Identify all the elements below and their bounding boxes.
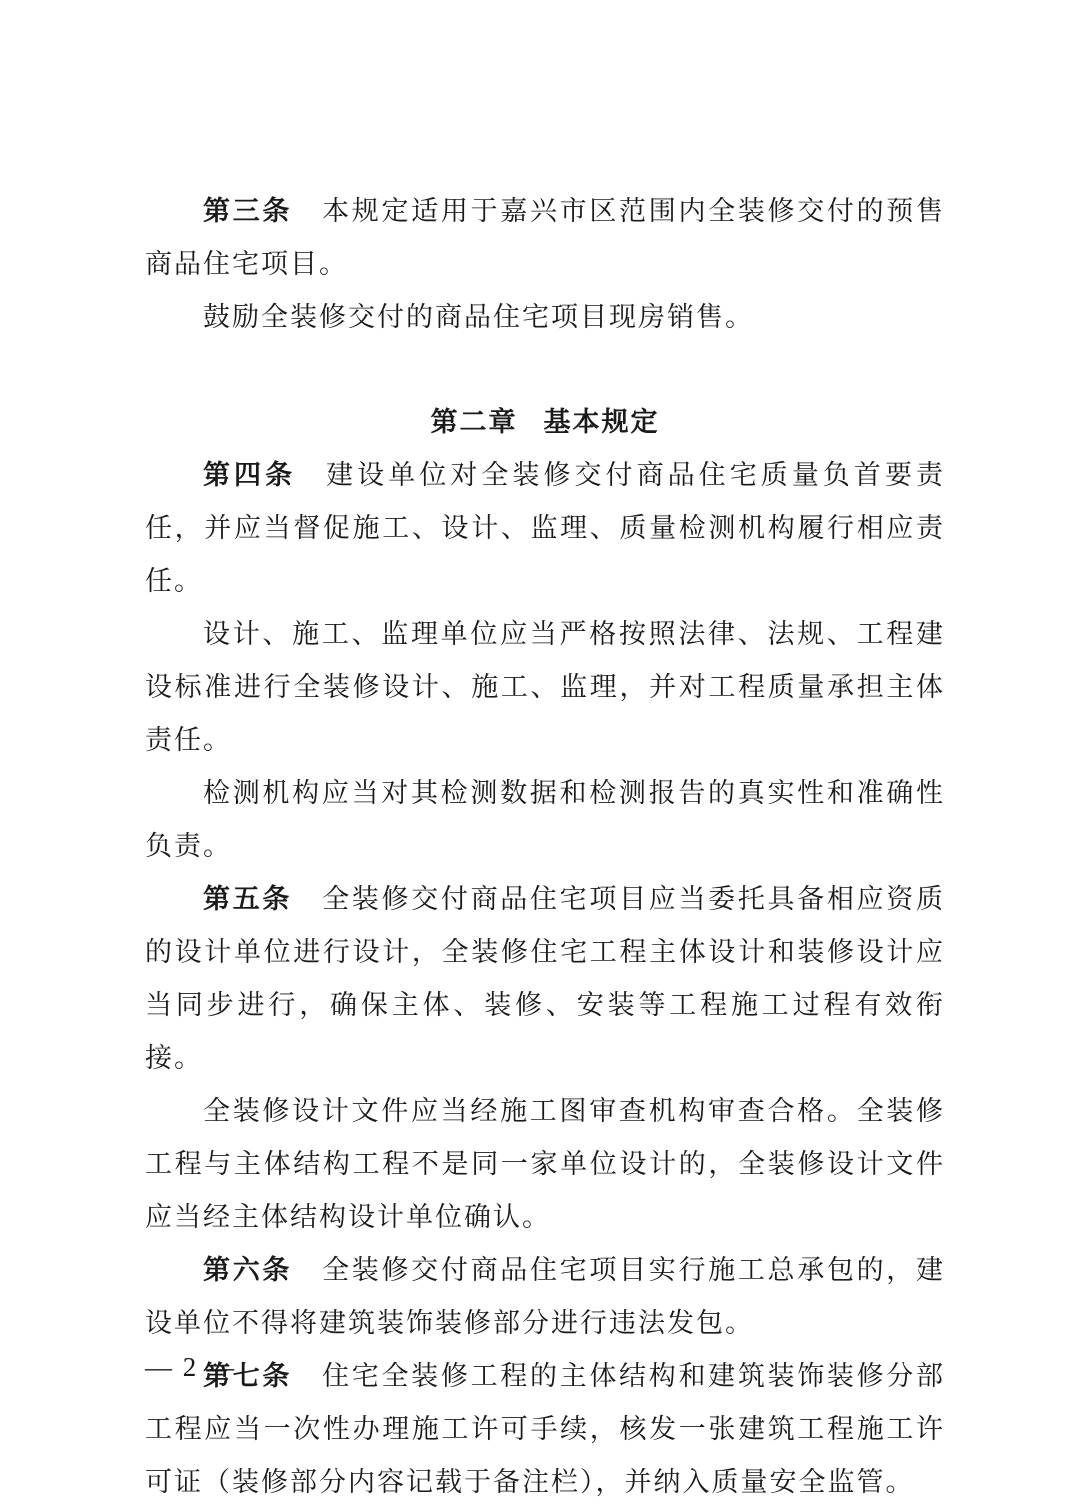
article-4-text: 建设单位对全装修交付商品住宅质量负首要责任，并应当督促施工、设计、监理、质量检测机构履行相应责任。: [145, 460, 946, 597]
document-body: [145, 185, 945, 1509]
article-6-paragraph: [145, 1244, 945, 1350]
article-7-text: 住宅全装修工程的主体结构和建筑装饰装修分部工程应当一次性办理施工许可手续，核发一张建筑工程施工许可证（装修部分内容记载于备注栏），并纳入质量安全监管。: [145, 1361, 946, 1498]
article-4-paragraph-3: 检测机构应当对其检测数据和检测报告的真实性和准确性负责。: [145, 778, 945, 862]
chapter-heading: [145, 396, 945, 449]
article-4-paragraph: [145, 449, 945, 608]
article-3-paragraph: [145, 185, 945, 291]
article-7-label: 第七条: [203, 1361, 293, 1392]
article-3-label: 第三条: [203, 196, 293, 227]
article-5-label: 第五条: [203, 884, 293, 915]
article-4-label: 第四条: [203, 460, 297, 491]
article-3-paragraph-2: 鼓励全装修交付的商品住宅项目现房销售。: [203, 302, 754, 333]
article-5-text: 全装修交付商品住宅项目应当委托具备相应资质的设计单位进行设计，全装修住宅工程主体设计和装修设计应当同步进行，确保主体、装修、安装等工程施工过程有效衔接。: [145, 884, 946, 1074]
chapter-title: 基本规定: [543, 407, 660, 438]
article-5-paragraph: [145, 873, 945, 1085]
article-3-text: 本规定适用于嘉兴市区范围内全装修交付的预售商品住宅项目。: [145, 196, 946, 280]
article-5-paragraph-2: 全装修设计文件应当经施工图审查机构审查合格。全装修工程与主体结构工程不是同一家单位设计的，全装修设计文件应当经主体结构设计单位确认。: [145, 1096, 945, 1233]
page-number: — 2 —: [145, 1352, 236, 1382]
article-6-text: 全装修交付商品住宅项目实行施工总承包的，建设单位不得将建筑装饰装修部分进行违法发包。: [145, 1255, 946, 1339]
article-4-paragraph-2: 设计、施工、监理单位应当严格按照法律、法规、工程建设标准进行全装修设计、施工、监理，并对工程质量承担主体责任。: [145, 619, 945, 756]
article-6-label: 第六条: [203, 1255, 293, 1286]
chapter-number: 第二章: [430, 407, 518, 438]
article-7-paragraph: [145, 1350, 945, 1509]
